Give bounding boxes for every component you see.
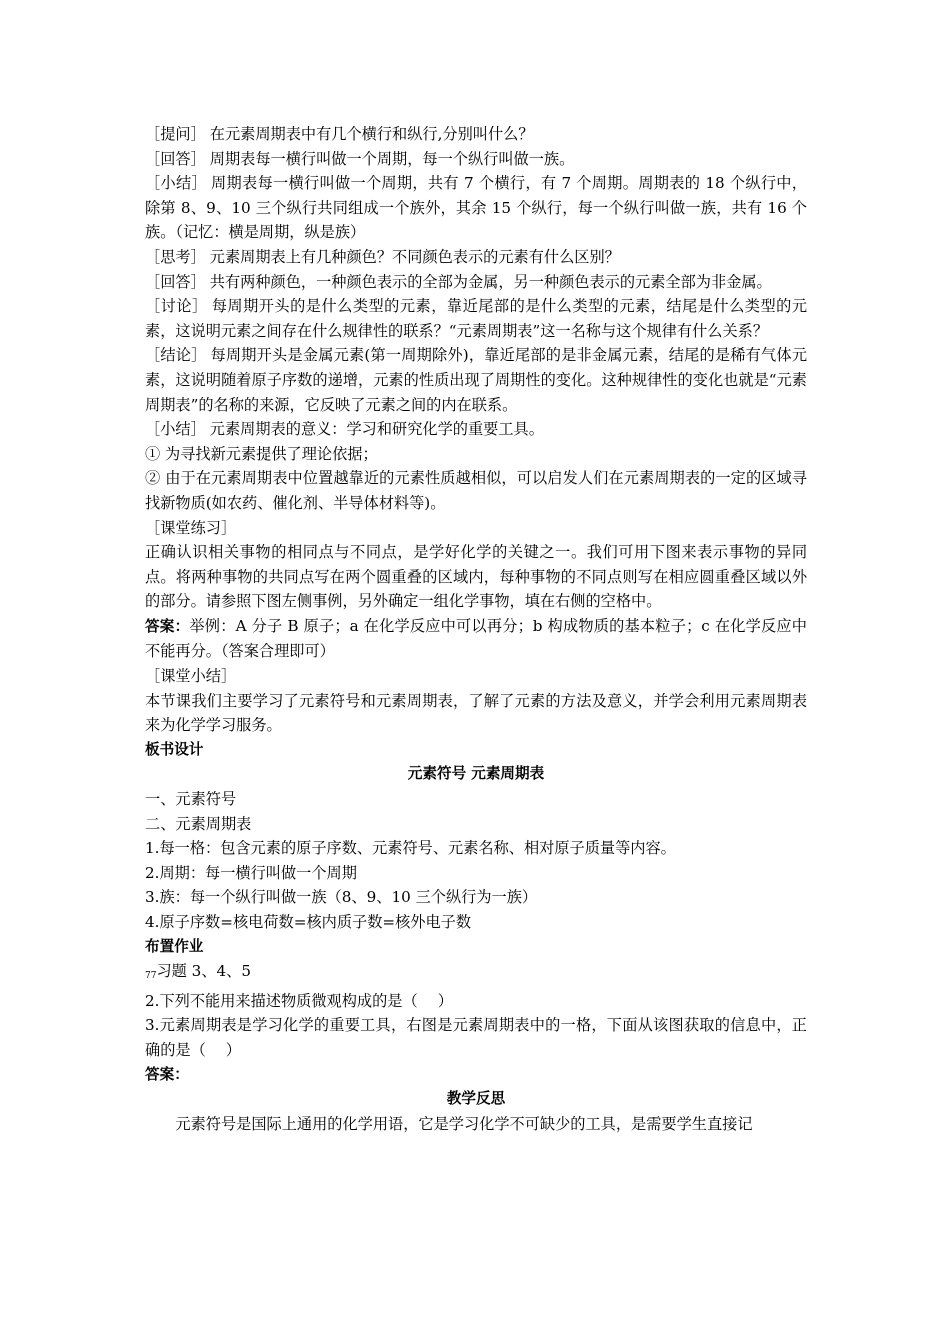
- exercise-tag: ［课堂练习］: [145, 518, 237, 537]
- board-line: 3.族：每一个纵行叫做一族（8、9、10 三个纵行为一族）: [145, 888, 538, 907]
- qa-ask: [145, 122, 807, 147]
- significance-item-1: ① 为寻找新元素提供了理论依据；: [145, 444, 378, 463]
- reflection-heading: 教学反思: [446, 1090, 506, 1108]
- homework-item-1: [145, 959, 807, 989]
- summary-text: 本节课我们主要学习了元素符号和元素周期表，了解了元素的方法及意义，并学会利用元素周期表来为化学学习服务。: [145, 691, 807, 735]
- qa-tag: ［讨论］: [145, 297, 208, 316]
- qa-text: 周期表每一横行叫做一个周期，每一个纵行叫做一族。: [209, 149, 575, 168]
- significance-item-2: ② 由于在元素周期表中位置越靠近的元素性质越相似，可以启发人们在元素周期表的一定的区域寻找新物质(如农药、催化剂、半导体材料等)。: [145, 469, 807, 512]
- answer-text: 举例：A 分子 B 原子；a 在化学反应中可以再分；b 构成物质的基本粒子；c 在化学反应中不能再分。（答案合理即可）: [145, 616, 807, 661]
- board-heading: 板书设计: [145, 740, 204, 758]
- qa-text: 在元素周期表中有几个横行和纵行,分别叫什么？: [209, 125, 534, 143]
- qa-tag: ［结论］: [145, 346, 207, 365]
- qa-summary-2: [145, 417, 807, 442]
- qa-tag: ［回答］: [145, 272, 206, 291]
- summary-tag: ［课堂小结］: [145, 667, 237, 686]
- qa-tag: ［提问］: [145, 125, 206, 143]
- qa-text: 元素周期表的意义：学习和研究化学的重要工具。: [209, 420, 544, 439]
- qa-answer: [145, 147, 807, 172]
- qa-text: 周期表每一横行叫做一个周期，共有 7 个横行，有 7 个周期。周期表的 18 个纵行中，除第 8、9、10 三个纵行共同组成一个族外，其余 15 个纵行，每一个纵行叫做一族，共有 16 个族。（记忆：横是周期，纵是族）: [145, 174, 807, 242]
- homework-heading: 布置作业: [145, 937, 204, 955]
- homework-item-3: 3.元素周期表是学习化学的重要工具，右图是元素周期表中的一格，下面从该图获取的信息中，正确的是（ ）: [145, 1016, 807, 1059]
- qa-think: [145, 245, 807, 270]
- board-line: 4.原子序数=核电荷数=核内质子数=核外电子数: [145, 913, 472, 931]
- homework-item-2: 2.下列不能用来描述物质微观构成的是（ ）: [145, 991, 453, 1010]
- qa-tag: ［思考］: [145, 247, 206, 266]
- exercise-text: 正确认识相关事物的相同点与不同点，是学好化学的关键之一。我们可用下图来表示事物的异同点。将两种事物的共同点写在两个圆重叠的区域内，每种事物的不同点则写在相应圆重叠区域以外的部分。请参照下图左侧事例，另外确定一组化学事物，填在右侧的空格中。: [145, 543, 807, 611]
- qa-text: 每周期开头的是什么类型的元素，靠近尾部的是什么类型的元素，结尾是什么类型的元素，这说明元素之间存在什么规律性的联系？“元素周期表”这一名称与这个规律有什么关系？: [145, 297, 808, 340]
- qa-answer-2: [145, 270, 807, 295]
- board-line: 二、元素周期表: [145, 814, 252, 833]
- qa-tag: ［回答］: [145, 149, 206, 168]
- page-ref: 77: [145, 971, 157, 982]
- document-page: [145, 122, 807, 1136]
- qa-conclusion: [145, 343, 807, 417]
- reflection-text: 元素符号是国际上通用的化学用语，它是学习化学不可缺少的工具，是需要学生直接记: [175, 1114, 753, 1133]
- qa-text: 元素周期表上有几种颜色？不同颜色表示的元素有什么区别？: [209, 247, 620, 266]
- board-line: 2.周期：每一横行叫做一个周期: [145, 863, 357, 882]
- qa-tag: ［小结］: [145, 420, 206, 439]
- board-line: 1.每一格：包含元素的原子序数、元素符号、元素名称、相对原子质量等内容。: [145, 839, 676, 858]
- qa-text: 共有两种颜色，一种颜色表示的全部为金属，另一种颜色表示的元素全部为非金属。: [209, 272, 772, 291]
- exercise-answer: [145, 614, 807, 664]
- answer-label: 答案：: [145, 617, 190, 635]
- qa-tag: ［小结］: [145, 174, 207, 193]
- qa-text: 每周期开头是金属元素(第一周期除外)，靠近尾部的是非金属元素，结尾的是稀有气体元素，这说明随着原子序数的递增，元素的性质出现了周期性的变化。这种规律性的变化也就是“元素周期表”的名称的来源，它反映了元素之间的内在联系。: [145, 346, 808, 414]
- qa-discuss: [145, 294, 807, 343]
- qa-summary: [145, 171, 807, 245]
- board-title: 元素符号 元素周期表: [407, 765, 545, 783]
- board-line: 一、元素符号: [145, 790, 237, 809]
- homework-text: 习题 3、4、5: [156, 962, 252, 981]
- homework-answer-label: 答案：: [145, 1065, 189, 1083]
